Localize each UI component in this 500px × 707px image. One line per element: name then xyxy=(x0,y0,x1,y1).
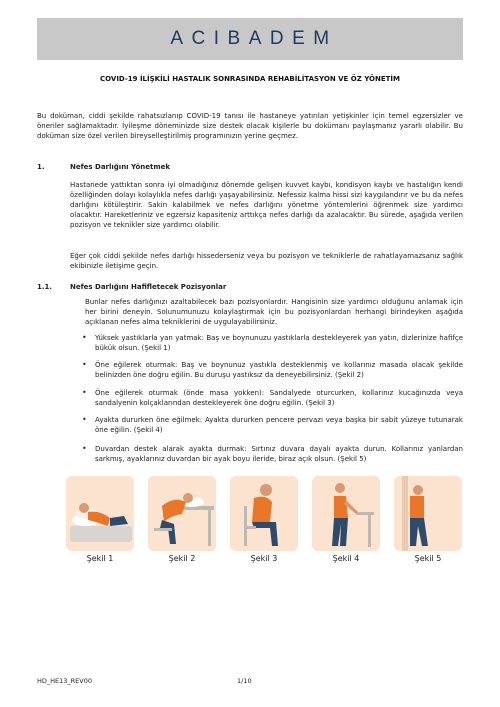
figure-caption: Şekil 3 xyxy=(250,554,278,563)
page-number: 1/10 xyxy=(237,677,252,685)
bullet-item: • Yüksek yastıklarla yan yatmak: Baş ve boynunuzu yastıklarla destekleyerek yan yatın, dizlerinize hafifçe bükük olsun. (Şekil 1) xyxy=(82,333,463,353)
section-1-heading xyxy=(37,163,170,171)
sitting-forward-figure-icon xyxy=(230,476,298,551)
position-figures xyxy=(66,476,462,551)
section-1-1-title: Nefes Darlığını Hafifletecek Pozisyonlar xyxy=(70,283,227,291)
standing-lean-figure-icon xyxy=(312,476,380,551)
leaning-table-figure-icon xyxy=(148,476,216,551)
header-banner xyxy=(37,18,463,60)
section-1-title: Nefes Darlığını Yönetmek xyxy=(70,163,171,171)
wall-support-figure-icon xyxy=(394,476,462,551)
side-lying-figure-icon xyxy=(66,476,134,551)
bullet-item: • Duvardan destek alarak ayakta durmak: Sırtınız duvara dayalı ayakta durun. Kollarınız yanlardan sarkmış, ayaklarınız duvardan bir ayak boyu ileride, biraz açık olsun. (Şekil 5) xyxy=(82,444,463,464)
intro-paragraph: Bu doküman, ciddi şekilde rahatsızlanıp COVID-19 tanısı ile hastaneye yatırılan yetişkinler için temel egzersizler ve öneriler sağlamaktadır. İyileşme döneminizde size destek olacak kişilerle bu dokümanı paylaşmanız yararlı olabilir. Bu doküman size özel verilen bireyselleştirilmiş programınızın yerine geçmez. xyxy=(37,112,463,140)
figure-caption: Şekil 2 xyxy=(168,554,196,563)
document-code: HD_HE13_REV00 xyxy=(37,677,92,685)
acibadem-logo: ACIBADEM xyxy=(170,28,338,49)
document-title: COVID-19 İLİŞKİLİ HASTALIK SONRASINDA REHABİLİTASYON VE ÖZ YÖNETİM xyxy=(100,75,400,83)
section-1-1-number: 1.1. xyxy=(37,283,53,291)
section-1-paragraph-1: Hastanede yattıktan sonra iyi olmadığınız dönemde gelişen kuvvet kaybı, kondisyon kaybı ve hastalığın kendi özelliğinden dolayı kolaylıkla nefes darlığı yaşayabilirsiniz. Nefessiz kalma hissi sizi kaygılandırır ve bu da nefes darlığını kötüleştirir. Sakin kalabilmek ve nefes darlığını yönetme yöntemlerini öğrenmek size yardımcı olacaktır. Hareketleriniz ve egzersiz kapasiteniz arttıkça nefes darlığı da azalacaktır. Bu sürede, aşağıda verilen pozisyon ve teknikler size yardımcı olabilir. xyxy=(70,181,463,229)
section-1-1-paragraph: Bunlar nefes darlığınızı azaltabilecek bazı pozisyonlardır. Hangisinin size yardımcı olduğunu anlamak için her birini deneyin. Solunumunuzu kolaylaştırmak için bu pozisyonlardan herhangi birindeyken aşağıda açıklanan nefes alma tekniklerini de uygulayabilirsiniz. xyxy=(85,298,463,326)
figure-caption: Şekil 1 xyxy=(86,554,114,563)
figure-caption: Şekil 5 xyxy=(414,554,442,563)
bullet-item: • Ayakta dururken öne eğilmek: Ayakta dururken pencere pervazı veya başka bir sabit yüzeye tutunarak öne eğilin. (Şekil 4) xyxy=(82,415,463,435)
section-1-1-heading xyxy=(37,283,226,291)
section-1-number: 1. xyxy=(37,163,45,171)
section-1-paragraph-2: Eğer çok ciddi şekilde nefes darlığı hissederseniz veya bu pozisyon ve tekniklerle de rahatlayamazsanız sağlık ekibinizle iletişime geçin. xyxy=(70,252,463,270)
bullet-item: • Öne eğilerek oturmak: Baş ve boynunuz yastıkla desteklenmiş ve kollarınız masada olacak şekilde belinizden öne doğru eğilin. Bu duruşu yastıksız da deneyebilirsiniz. (Şekil 2) xyxy=(82,360,463,380)
bullet-item: • Öne eğilerek oturmak (önde masa yokken): Sandalyede oturcurken, kollarınız kucağınızda veya sandalyenin kolçaklarından destekleyerek öne doğru eğilin. (Şekil 3) xyxy=(82,388,463,408)
figure-caption: Şekil 4 xyxy=(332,554,360,563)
